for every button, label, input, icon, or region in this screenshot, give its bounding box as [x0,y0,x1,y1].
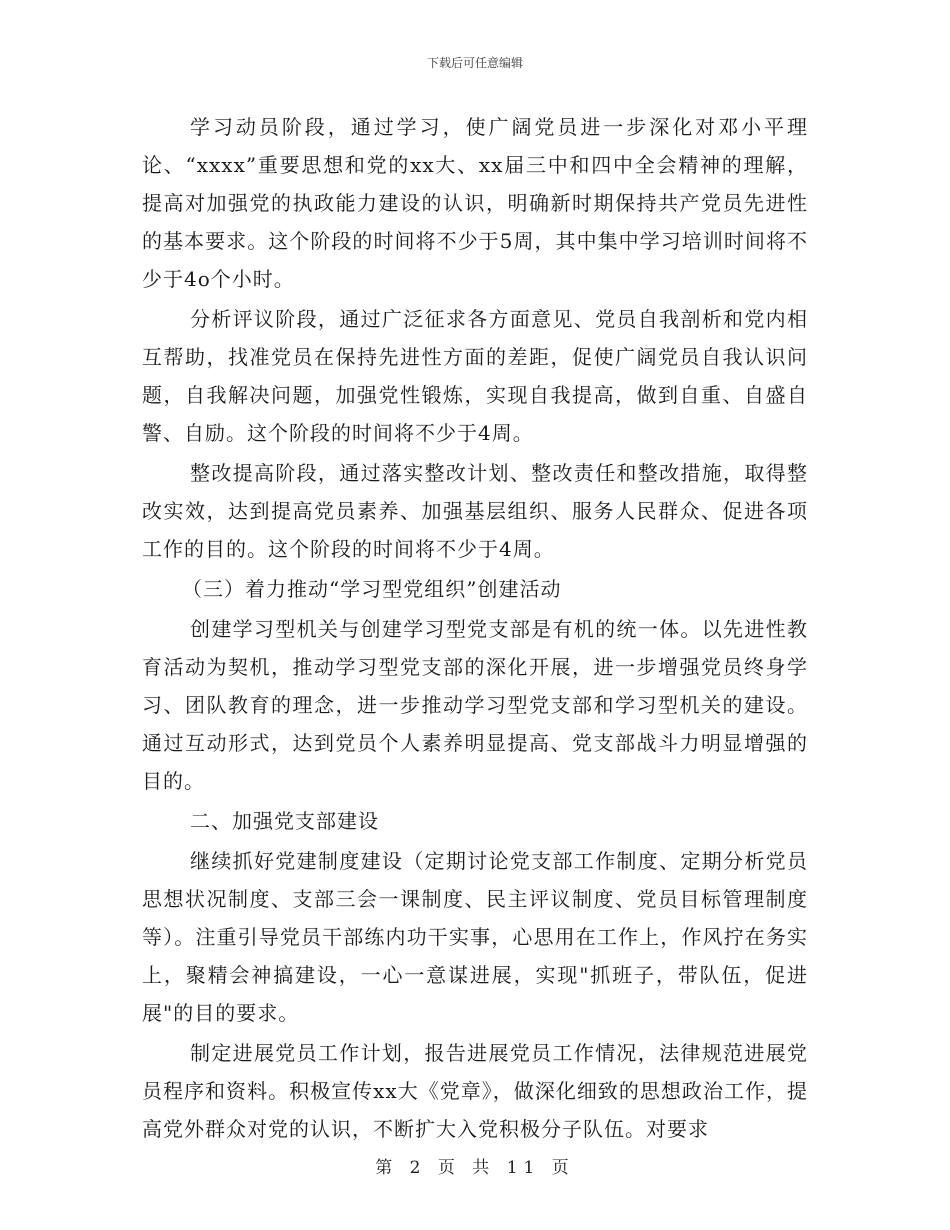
paragraph-study-mobilization: 学习动员阶段，通过学习，使广阔党员进一步深化对邓小平理论、“xxxx”重要思想和党的xx大、xx届三中和四中全会精神的理解，提高对加强党的执政能力建设的认识，明确新时期保持共产党员先进性的基本要求。这个阶段的时间将不少于5周，其中集中学习培训时间将不少于4o个小时。 [142,115,808,291]
section-heading-branch-building: 二、加强党支部建设 [190,809,379,833]
page-footer: 第 2 页 共 11 页 [375,1158,575,1178]
paragraph-analysis-review: 分析评议阶段，通过广泛征求各方面意见、党员自我剖析和党内相互帮助，找准党员在保持先进性方面的差距，促使广阔党员自我认识问题，自我解决问题，加强党性锻炼，实现自我提高，做到自重、自盛自警、自励。这个阶段的时间将不少于4周。 [142,307,808,445]
document-body [142,108,808,1150]
paragraph-learning-org: 创建学习型机关与创建学习型党支部是有机的统一体。以先进性教育活动为契机，推动学习型党支部的深化开展，进一步增强党员终身学习、团队教育的理念，进一步推动学习型党支部和学习型机关的建设。通过互动形式，达到党员个人素养明显提高、党支部战斗力明显增强的目的。 [142,617,808,793]
paragraph-member-development: 制定进展党员工作计划，报告进展党员工作情况，法律规范进展党员程序和资料。积极宣传xx大《党章》，做深化细致的思想政治工作，提高党外群众对党的认识，不断扩大入党积极分子队伍。对要求 [142,1041,808,1141]
paragraph-party-system: 继续抓好党建制度建设（定期讨论党支部工作制度、定期分析党员思想状况制度、支部三会一课制度、民主评议制度、党员目标管理制度等）。注重引导党员干部练内功干实事，心思用在工作上，作风拧在务实上，聚精会神搞建设，一心一意谋进展，实现"抓班子，带队伍，促进展"的目的要求。 [142,849,808,1025]
paragraph-rectification: 整改提高阶段，通过落实整改计划、整改责任和整改措施，取得整改实效，达到提高党员素养、加强基层组织、服务人民群众、促进各项工作的目的。这个阶段的时间将不少于4周。 [142,461,808,561]
page-header: 下载后可任意编辑 [426,56,523,70]
section-heading-learning-org: （三）着力推动“学习型党组织”创建活动 [182,577,562,601]
